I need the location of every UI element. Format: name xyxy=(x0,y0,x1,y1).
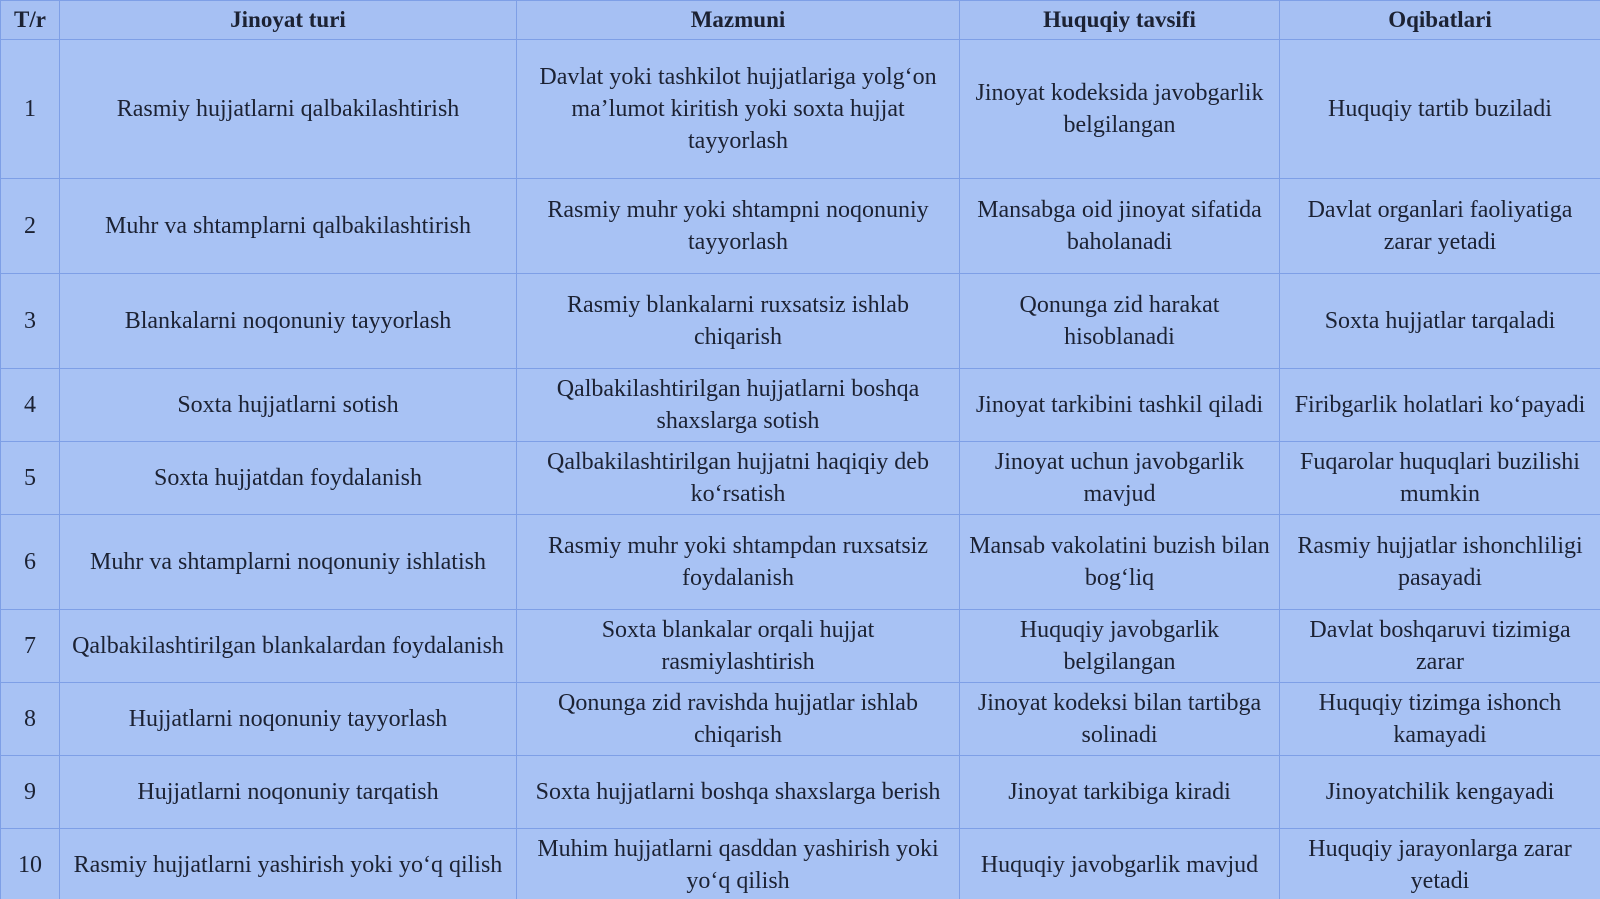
crime-type-cell: Muhr va shtamplarni noqonuniy ishlatish xyxy=(60,515,517,610)
table-row xyxy=(1,274,1600,369)
header-content: Mazmuni xyxy=(517,1,960,40)
row-number: 8 xyxy=(1,683,60,756)
row-number: 5 xyxy=(1,442,60,515)
content-cell: Rasmiy muhr yoki shtampdan ruxsatsiz foydalanish xyxy=(517,515,960,610)
content-cell: Qonunga zid ravishda hujjatlar ishlab chiqarish xyxy=(517,683,960,756)
consequences-cell: Huquqiy tizimga ishonch kamayadi xyxy=(1280,683,1600,756)
crime-type-cell: Hujjatlarni noqonuniy tayyorlash xyxy=(60,683,517,756)
consequences-cell: Soxta hujjatlar tarqaladi xyxy=(1280,274,1600,369)
table-row xyxy=(1,610,1600,683)
legal-description-cell: Mansab vakolatini buzish bilan bog‘liq xyxy=(960,515,1280,610)
row-number: 6 xyxy=(1,515,60,610)
consequences-cell: Fuqarolar huquqlari buzilishi mumkin xyxy=(1280,442,1600,515)
legal-description-cell: Jinoyat uchun javobgarlik mavjud xyxy=(960,442,1280,515)
table-row xyxy=(1,369,1600,442)
table-row xyxy=(1,515,1600,610)
row-number: 9 xyxy=(1,756,60,829)
content-cell: Rasmiy blankalarni ruxsatsiz ishlab chiqarish xyxy=(517,274,960,369)
row-number: 2 xyxy=(1,179,60,274)
table-row xyxy=(1,442,1600,515)
crime-type-cell: Soxta hujjatdan foydalanish xyxy=(60,442,517,515)
consequences-cell: Davlat organlari faoliyatiga zarar yetadi xyxy=(1280,179,1600,274)
content-cell: Muhim hujjatlarni qasddan yashirish yoki yo‘q qilish xyxy=(517,829,960,899)
consequences-cell: Jinoyatchilik kengayadi xyxy=(1280,756,1600,829)
legal-description-cell: Jinoyat tarkibini tashkil qiladi xyxy=(960,369,1280,442)
crime-type-cell: Rasmiy hujjatlarni qalbakilashtirish xyxy=(60,40,517,179)
crime-type-cell: Soxta hujjatlarni sotish xyxy=(60,369,517,442)
legal-description-cell: Huquqiy javobgarlik mavjud xyxy=(960,829,1280,899)
legal-description-cell: Jinoyat kodeksida javobgarlik belgilangan xyxy=(960,40,1280,179)
table-header-row xyxy=(1,1,1600,40)
legal-description-cell: Qonunga zid harakat hisoblanadi xyxy=(960,274,1280,369)
crime-type-cell: Qalbakilashtirilgan blankalardan foydalanish xyxy=(60,610,517,683)
crime-type-cell: Muhr va shtamplarni qalbakilashtirish xyxy=(60,179,517,274)
consequences-cell: Firibgarlik holatlari ko‘payadi xyxy=(1280,369,1600,442)
content-cell: Davlat yoki tashkilot hujjatlariga yolg‘on ma’lumot kiritish yoki soxta hujjat tayyorlash xyxy=(517,40,960,179)
header-legal-description: Huquqiy tavsifi xyxy=(960,1,1280,40)
legal-description-cell: Huquqiy javobgarlik belgilangan xyxy=(960,610,1280,683)
table-row xyxy=(1,829,1600,899)
consequences-cell: Huquqiy jarayonlarga zarar yetadi xyxy=(1280,829,1600,899)
legal-description-cell: Jinoyat kodeksi bilan tartibga solinadi xyxy=(960,683,1280,756)
row-number: 10 xyxy=(1,829,60,899)
consequences-cell: Huquqiy tartib buziladi xyxy=(1280,40,1600,179)
content-cell: Qalbakilashtirilgan hujjatlarni boshqa shaxslarga sotish xyxy=(517,369,960,442)
header-crime-type: Jinoyat turi xyxy=(60,1,517,40)
row-number: 1 xyxy=(1,40,60,179)
table-row xyxy=(1,756,1600,829)
header-number: T/r xyxy=(1,1,60,40)
row-number: 3 xyxy=(1,274,60,369)
consequences-cell: Davlat boshqaruvi tizimiga zarar xyxy=(1280,610,1600,683)
row-number: 7 xyxy=(1,610,60,683)
crime-type-cell: Blankalarni noqonuniy tayyorlash xyxy=(60,274,517,369)
crime-type-cell: Rasmiy hujjatlarni yashirish yoki yo‘q qilish xyxy=(60,829,517,899)
content-cell: Qalbakilashtirilgan hujjatni haqiqiy deb ko‘rsatish xyxy=(517,442,960,515)
header-consequences: Oqibatlari xyxy=(1280,1,1600,40)
crime-type-cell: Hujjatlarni noqonuniy tarqatish xyxy=(60,756,517,829)
row-number: 4 xyxy=(1,369,60,442)
table-row xyxy=(1,683,1600,756)
content-cell: Soxta blankalar orqali hujjat rasmiylashtirish xyxy=(517,610,960,683)
table-row xyxy=(1,40,1600,179)
consequences-cell: Rasmiy hujjatlar ishonchliligi pasayadi xyxy=(1280,515,1600,610)
content-cell: Rasmiy muhr yoki shtampni noqonuniy tayyorlash xyxy=(517,179,960,274)
legal-description-cell: Jinoyat tarkibiga kiradi xyxy=(960,756,1280,829)
table-row xyxy=(1,179,1600,274)
legal-description-cell: Mansabga oid jinoyat sifatida baholanadi xyxy=(960,179,1280,274)
content-cell: Soxta hujjatlarni boshqa shaxslarga berish xyxy=(517,756,960,829)
